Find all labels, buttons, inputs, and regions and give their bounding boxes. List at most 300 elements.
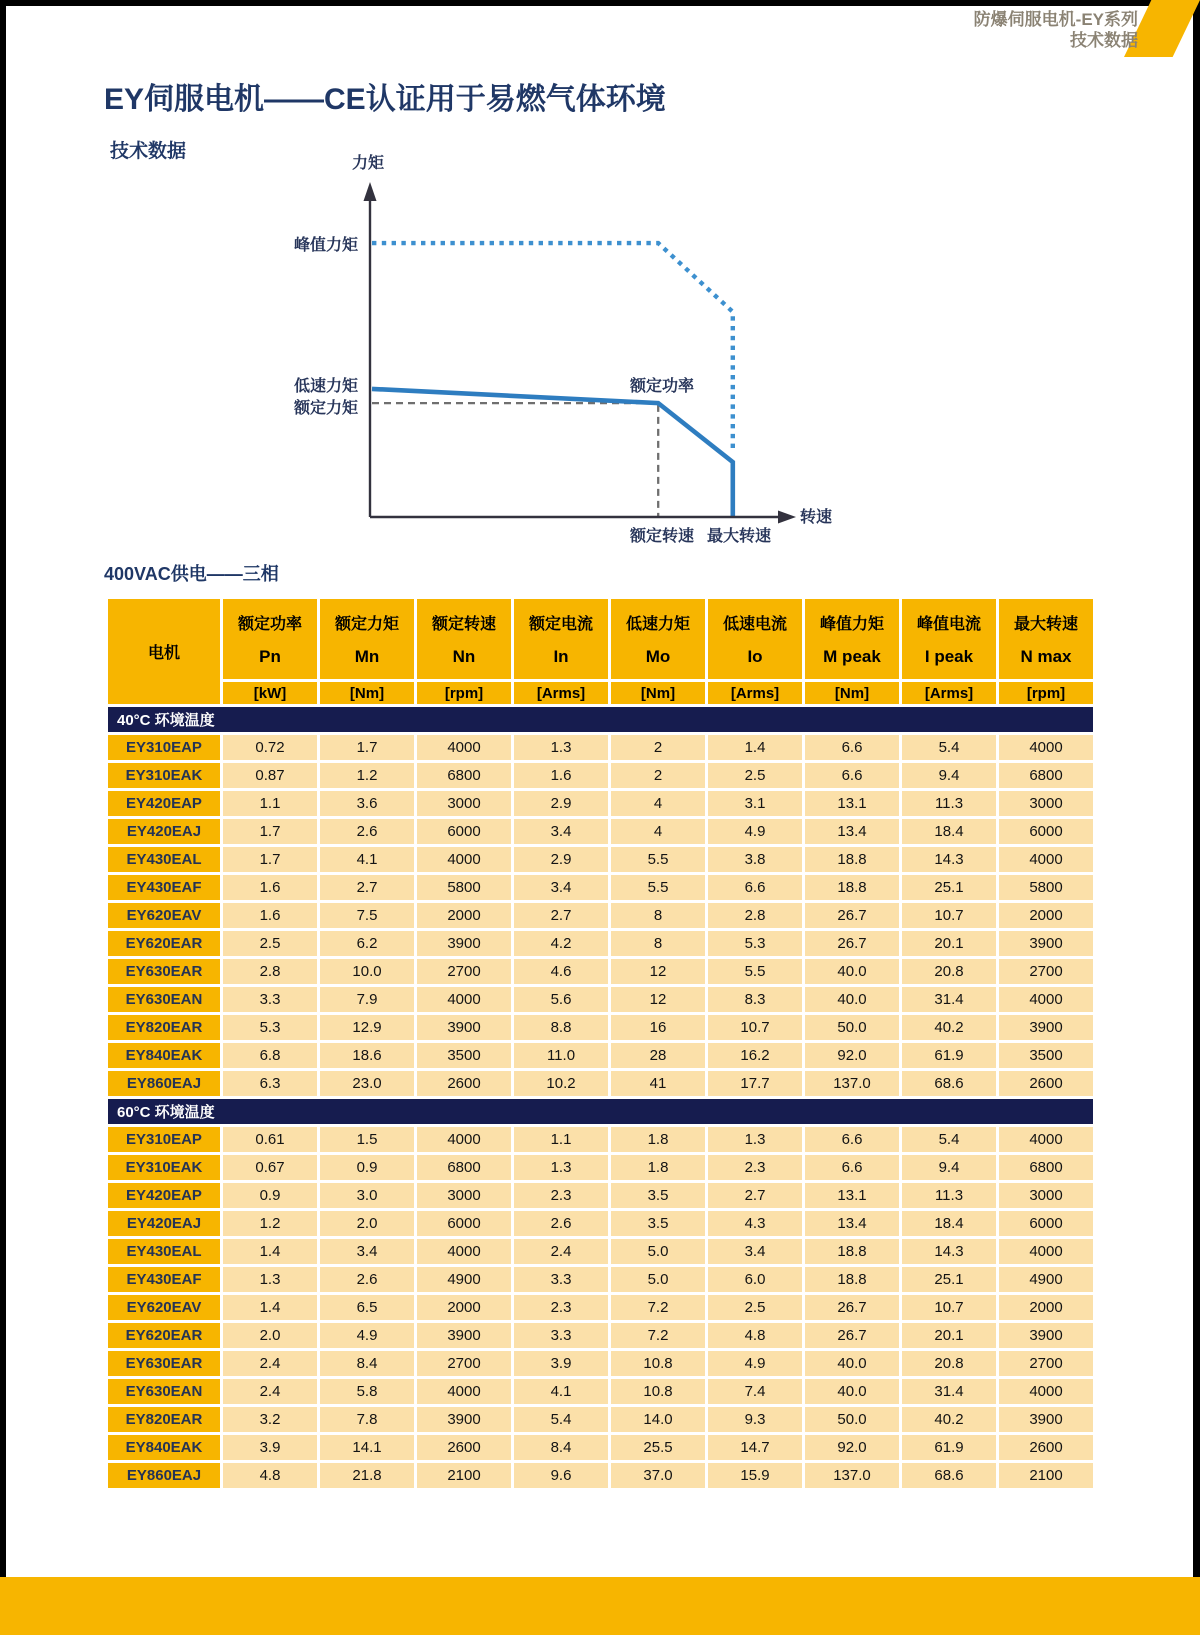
column-unit: [Arms] [708,682,802,704]
series-name: 防爆伺服电机-EY系列 [973,10,1138,29]
value-cell: 18.4 [902,1211,996,1236]
value-cell: 1.3 [514,735,608,760]
value-cell: 3.4 [514,819,608,844]
value-cell: 1.8 [611,1155,705,1180]
value-cell: 3.8 [708,847,802,872]
value-cell: 2.6 [514,1211,608,1236]
value-cell: 8 [611,931,705,956]
motor-name-cell: EY860EAJ [108,1071,220,1096]
value-cell: 4.9 [708,819,802,844]
value-cell: 0.9 [223,1183,317,1208]
value-cell: 2.0 [320,1211,414,1236]
x-axis-label: 转速 [800,509,833,526]
rated-power-label: 额定功率 [630,378,695,395]
value-cell: 1.3 [514,1155,608,1180]
value-cell: 1.6 [514,763,608,788]
value-cell: 50.0 [805,1015,899,1040]
value-cell: 14.1 [320,1435,414,1460]
value-cell: 61.9 [902,1435,996,1460]
column-header [902,599,996,679]
column-header [611,599,705,679]
value-cell: 2700 [999,1351,1093,1376]
value-cell: 40.0 [805,1351,899,1376]
value-cell: 6.6 [708,875,802,900]
value-cell: 5.0 [611,1267,705,1292]
table-row [108,1183,1093,1208]
table-row [108,959,1093,984]
value-cell: 7.8 [320,1407,414,1432]
value-cell: 10.7 [902,1295,996,1320]
value-cell: 12 [611,959,705,984]
value-cell: 2.7 [514,903,608,928]
value-cell: 2 [611,763,705,788]
value-cell: 20.1 [902,1323,996,1348]
value-cell: 4.8 [223,1463,317,1488]
value-cell: 20.8 [902,959,996,984]
table-units-row [108,682,1093,704]
table-row [108,987,1093,1012]
motor-name-cell: EY430EAF [108,1267,220,1292]
value-cell: 2600 [999,1071,1093,1096]
column-unit: [Nm] [320,682,414,704]
value-cell: 3.6 [320,791,414,816]
value-cell: 4000 [999,1127,1093,1152]
series-line-dashed [372,403,658,516]
value-cell: 2.9 [514,847,608,872]
motor-name-cell: EY420EAJ [108,1211,220,1236]
table-row [108,1211,1093,1236]
value-cell: 1.4 [223,1239,317,1264]
value-cell: 4000 [417,1239,511,1264]
value-cell: 6000 [417,819,511,844]
value-cell: 3900 [999,1015,1093,1040]
value-cell: 3.2 [223,1407,317,1432]
value-cell: 8.4 [514,1435,608,1460]
value-cell: 68.6 [902,1071,996,1096]
value-cell: 5.8 [320,1379,414,1404]
table-row [108,1127,1093,1152]
page-border-left [0,0,6,1577]
value-cell: 6.0 [708,1267,802,1292]
value-cell: 7.4 [708,1379,802,1404]
column-unit: [rpm] [417,682,511,704]
value-cell: 2.4 [223,1379,317,1404]
table-row [108,1043,1093,1068]
value-cell: 3.9 [223,1435,317,1460]
value-cell: 3.4 [320,1239,414,1264]
value-cell: 2.8 [223,959,317,984]
value-cell: 92.0 [805,1043,899,1068]
value-cell: 9.4 [902,763,996,788]
motor-name-cell: EY620EAR [108,1323,220,1348]
value-cell: 6800 [417,1155,511,1180]
table-row [108,1463,1093,1488]
value-cell: 37.0 [611,1463,705,1488]
value-cell: 18.8 [805,847,899,872]
value-cell: 3.0 [320,1183,414,1208]
value-cell: 4000 [417,987,511,1012]
value-cell: 2000 [999,1295,1093,1320]
value-cell: 4.3 [708,1211,802,1236]
motor-name-cell: EY630EAN [108,987,220,1012]
value-cell: 0.87 [223,763,317,788]
value-cell: 6.5 [320,1295,414,1320]
value-cell: 4.1 [320,847,414,872]
column-header-symbol: In [553,647,569,666]
value-cell: 14.7 [708,1435,802,1460]
motor-name-cell: EY430EAL [108,847,220,872]
column-header [417,599,511,679]
value-cell: 8.8 [514,1015,608,1040]
value-cell: 0.9 [320,1155,414,1180]
running-header [974,9,1138,51]
value-cell: 18.8 [805,1239,899,1264]
value-cell: 61.9 [902,1043,996,1068]
column-header-symbol: Io [747,647,763,666]
value-cell: 18.8 [805,1267,899,1292]
value-cell: 2.7 [708,1183,802,1208]
value-cell: 3900 [999,1323,1093,1348]
value-cell: 6000 [999,819,1093,844]
motor-name-cell: EY310EAP [108,735,220,760]
column-header-label: 峰值力矩 [819,616,884,633]
page-border-top [0,0,1200,6]
value-cell: 40.0 [805,987,899,1012]
value-cell: 11.3 [902,791,996,816]
value-cell: 5.4 [514,1407,608,1432]
column-header-symbol: I peak [924,647,974,666]
motor-name-cell: EY430EAL [108,1239,220,1264]
value-cell: 13.1 [805,1183,899,1208]
column-header [708,599,802,679]
value-cell: 4000 [999,1379,1093,1404]
value-cell: 3900 [417,1407,511,1432]
value-cell: 137.0 [805,1463,899,1488]
value-cell: 3000 [417,791,511,816]
value-cell: 5800 [417,875,511,900]
value-cell: 2100 [999,1463,1093,1488]
value-cell: 2700 [999,959,1093,984]
peak-torque-label: 峰值力矩 [293,237,358,254]
page-border-right [1193,0,1200,1577]
motor-name-cell: EY820EAR [108,1407,220,1432]
value-cell: 5.4 [902,1127,996,1152]
value-cell: 4 [611,819,705,844]
column-header [999,599,1093,679]
value-cell: 2.8 [708,903,802,928]
value-cell: 25.1 [902,1267,996,1292]
value-cell: 6800 [417,763,511,788]
value-cell: 2000 [417,903,511,928]
value-cell: 6800 [999,763,1093,788]
value-cell: 68.6 [902,1463,996,1488]
value-cell: 2 [611,735,705,760]
low-speed-torque-label: 低速力矩 [293,378,358,395]
table-row [108,1267,1093,1292]
value-cell: 4.8 [708,1323,802,1348]
supply-section-heading: 400VAC供电——三相 [104,564,279,584]
motor-name-cell: EY860EAJ [108,1463,220,1488]
value-cell: 4000 [999,847,1093,872]
value-cell: 4000 [999,1239,1093,1264]
value-cell: 40.2 [902,1015,996,1040]
value-cell: 8.3 [708,987,802,1012]
value-cell: 25.5 [611,1435,705,1460]
value-cell: 4000 [417,1379,511,1404]
value-cell: 11.0 [514,1043,608,1068]
column-header [514,599,608,679]
value-cell: 4.2 [514,931,608,956]
value-cell: 6.6 [805,735,899,760]
column-unit: [Nm] [611,682,705,704]
value-cell: 2.4 [223,1351,317,1376]
value-cell: 7.5 [320,903,414,928]
value-cell: 3500 [999,1043,1093,1068]
value-cell: 4000 [999,987,1093,1012]
value-cell: 26.7 [805,931,899,956]
value-cell: 9.4 [902,1155,996,1180]
value-cell: 3.9 [514,1351,608,1376]
value-cell: 3.3 [514,1267,608,1292]
value-cell: 9.3 [708,1407,802,1432]
column-unit: [Arms] [902,682,996,704]
motor-name-cell: EY630EAN [108,1379,220,1404]
value-cell: 10.8 [611,1379,705,1404]
value-cell: 16.2 [708,1043,802,1068]
value-cell: 2.3 [514,1183,608,1208]
table-row [108,1015,1093,1040]
value-cell: 2700 [417,1351,511,1376]
value-cell: 2.6 [320,819,414,844]
value-cell: 31.4 [902,1379,996,1404]
value-cell: 20.1 [902,931,996,956]
value-cell: 5.4 [902,735,996,760]
motor-name-cell: EY620EAV [108,903,220,928]
column-header [805,599,899,679]
value-cell: 8.4 [320,1351,414,1376]
value-cell: 5.5 [611,847,705,872]
value-cell: 2.9 [514,791,608,816]
value-cell: 1.8 [611,1127,705,1152]
table-row [108,1155,1093,1180]
value-cell: 92.0 [805,1435,899,1460]
value-cell: 10.0 [320,959,414,984]
footer-accent-bar [0,1577,1200,1635]
y-axis-label: 力矩 [351,155,385,172]
value-cell: 1.2 [320,763,414,788]
column-header-label: 额定转速 [431,616,496,633]
value-cell: 18.4 [902,819,996,844]
value-cell: 40.2 [902,1407,996,1432]
table-row [108,1379,1093,1404]
column-header-label: 额定电流 [528,616,593,633]
value-cell: 3900 [999,1407,1093,1432]
table-row [108,1351,1093,1376]
column-header-symbol: Mo [645,647,671,666]
value-cell: 1.3 [223,1267,317,1292]
column-header-motor: 电机 [108,599,220,704]
value-cell: 26.7 [805,903,899,928]
value-cell: 6800 [999,1155,1093,1180]
value-cell: 2600 [417,1435,511,1460]
value-cell: 25.1 [902,875,996,900]
max-speed-tick-label: 最大转速 [706,528,772,545]
motor-name-cell: EY310EAK [108,763,220,788]
value-cell: 1.5 [320,1127,414,1152]
value-cell: 3.5 [611,1183,705,1208]
motor-name-cell: EY630EAR [108,1351,220,1376]
value-cell: 2.0 [223,1323,317,1348]
column-header-symbol: Mn [354,647,380,666]
value-cell: 1.4 [223,1295,317,1320]
column-header-symbol: Pn [259,647,281,666]
column-header-label: 峰值电流 [916,616,981,633]
table-row [108,1435,1093,1460]
value-cell: 7.2 [611,1323,705,1348]
column-header [320,599,414,679]
value-cell: 6.6 [805,763,899,788]
value-cell: 13.4 [805,819,899,844]
table-row [108,931,1093,956]
value-cell: 6.3 [223,1071,317,1096]
temperature-section-row [108,1099,1093,1124]
value-cell: 3.1 [708,791,802,816]
value-cell: 10.7 [902,903,996,928]
value-cell: 6.6 [805,1155,899,1180]
value-cell: 6.2 [320,931,414,956]
value-cell: 18.8 [805,875,899,900]
value-cell: 3900 [417,1323,511,1348]
value-cell: 1.3 [708,1127,802,1152]
value-cell: 28 [611,1043,705,1068]
value-cell: 4000 [999,735,1093,760]
value-cell: 2.6 [320,1267,414,1292]
temperature-section-title: 40°C 环境温度 [108,707,1093,732]
value-cell: 1.1 [514,1127,608,1152]
value-cell: 2700 [417,959,511,984]
value-cell: 7.9 [320,987,414,1012]
table-row [108,763,1093,788]
value-cell: 3.3 [223,987,317,1012]
value-cell: 12.9 [320,1015,414,1040]
value-cell: 2600 [999,1435,1093,1460]
value-cell: 2000 [999,903,1093,928]
value-cell: 4000 [417,735,511,760]
column-header-label: 低速力矩 [625,616,690,633]
value-cell: 3.4 [514,875,608,900]
table-row [108,1323,1093,1348]
value-cell: 3000 [999,791,1093,816]
value-cell: 4000 [417,847,511,872]
header-subline: 技术数据 [1070,31,1138,50]
value-cell: 3.4 [708,1239,802,1264]
value-cell: 5.3 [708,931,802,956]
value-cell: 15.9 [708,1463,802,1488]
value-cell: 5.3 [223,1015,317,1040]
value-cell: 3000 [417,1183,511,1208]
value-cell: 2.5 [223,931,317,956]
table-header-row [108,599,1093,679]
motor-name-cell: EY420EAP [108,791,220,816]
value-cell: 4000 [417,1127,511,1152]
motor-name-cell: EY620EAV [108,1295,220,1320]
column-header-symbol: M peak [823,647,881,666]
value-cell: 12 [611,987,705,1012]
value-cell: 3900 [417,1015,511,1040]
temperature-section-title: 60°C 环境温度 [108,1099,1093,1124]
value-cell: 2.5 [708,1295,802,1320]
value-cell: 10.7 [708,1015,802,1040]
value-cell: 4900 [417,1267,511,1292]
value-cell: 3.3 [514,1323,608,1348]
motor-name-cell: EY840EAK [108,1435,220,1460]
table-row [108,903,1093,928]
value-cell: 5.6 [514,987,608,1012]
value-cell: 2.7 [320,875,414,900]
torque-speed-chart [270,140,850,560]
value-cell: 1.7 [320,735,414,760]
value-cell: 3.5 [611,1211,705,1236]
value-cell: 0.61 [223,1127,317,1152]
value-cell: 40.0 [805,959,899,984]
motor-name-cell: EY840EAK [108,1043,220,1068]
rated-torque-label: 额定力矩 [293,400,358,417]
temperature-section-row [108,707,1093,732]
motor-name-cell: EY420EAJ [108,819,220,844]
value-cell: 2.3 [708,1155,802,1180]
page-title: EY伺服电机——CE认证用于易燃气体环境 [104,83,666,116]
column-header-label: 最大转速 [1013,616,1078,633]
value-cell: 20.8 [902,1351,996,1376]
column-header-label: 额定力矩 [334,616,399,633]
value-cell: 31.4 [902,987,996,1012]
value-cell: 4.6 [514,959,608,984]
column-unit: [Nm] [805,682,899,704]
value-cell: 1.6 [223,875,317,900]
column-header-symbol: N max [1020,647,1072,666]
value-cell: 10.2 [514,1071,608,1096]
value-cell: 1.7 [223,847,317,872]
value-cell: 11.3 [902,1183,996,1208]
value-cell: 2000 [417,1295,511,1320]
value-cell: 4.1 [514,1379,608,1404]
value-cell: 14.0 [611,1407,705,1432]
table-row [108,1239,1093,1264]
value-cell: 5.0 [611,1239,705,1264]
value-cell: 1.2 [223,1211,317,1236]
value-cell: 5.5 [611,875,705,900]
value-cell: 41 [611,1071,705,1096]
series-line-solid [372,389,733,516]
value-cell: 2100 [417,1463,511,1488]
value-cell: 6.8 [223,1043,317,1068]
value-cell: 13.4 [805,1211,899,1236]
motor-spec-table [105,596,1096,1491]
value-cell: 17.7 [708,1071,802,1096]
motor-name-cell: EY430EAF [108,875,220,900]
value-cell: 3500 [417,1043,511,1068]
value-cell: 0.72 [223,735,317,760]
table-row [108,791,1093,816]
value-cell: 1.1 [223,791,317,816]
value-cell: 13.1 [805,791,899,816]
value-cell: 40.0 [805,1379,899,1404]
table-row [108,847,1093,872]
motor-name-cell: EY820EAR [108,1015,220,1040]
value-cell: 4.9 [320,1323,414,1348]
motor-name-cell: EY630EAR [108,959,220,984]
value-cell: 2.5 [708,763,802,788]
